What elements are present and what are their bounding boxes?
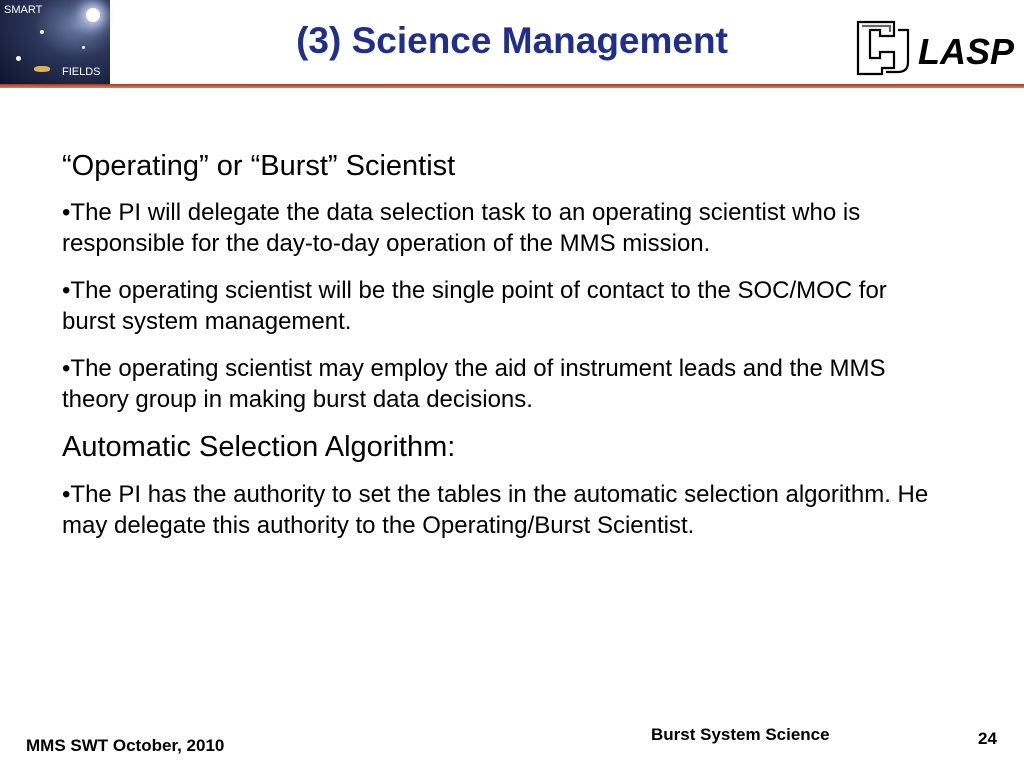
footer-topic: Burst System Science — [651, 725, 830, 744]
header-divider — [0, 84, 1024, 88]
cu-emblem-icon — [858, 22, 908, 74]
slide-body — [62, 150, 942, 557]
footer-event: MMS SWT October, 2010 — [26, 736, 225, 755]
fields-label: FIELDS — [62, 66, 101, 78]
section-heading-automatic-selection: Automatic Selection Algorithm: — [62, 431, 456, 464]
bullet-pi-authority: •The PI has the authority to set the tables in the automatic selection algorithm. He may delegate this authority to the Operating/Burst Scientist. — [62, 480, 929, 539]
spacecraft-icon — [34, 66, 50, 72]
bullet-instrument-leads: •The operating scientist may employ the aid of instrument leads and the MMS theory group in making burst data decisions. — [62, 355, 886, 414]
lasp-wordmark: LASP — [918, 31, 1015, 72]
slide-title: (3) Science Management — [296, 20, 728, 61]
bullet-point-of-contact: •The operating scientist will be the single point of contact to the SOC/MOC for burst system management. — [62, 277, 887, 336]
smart-label: SMART — [4, 4, 43, 16]
section-heading-operating-scientist: “Operating” or “Burst” Scientist — [62, 150, 456, 182]
bullet-delegate: •The PI will delegate the data selection task to an operating scientist who is responsible for the day-to-day operation of the MMS mission. — [62, 199, 861, 258]
cu-lasp-logo — [852, 18, 1015, 76]
page-number: 24 — [978, 729, 997, 748]
